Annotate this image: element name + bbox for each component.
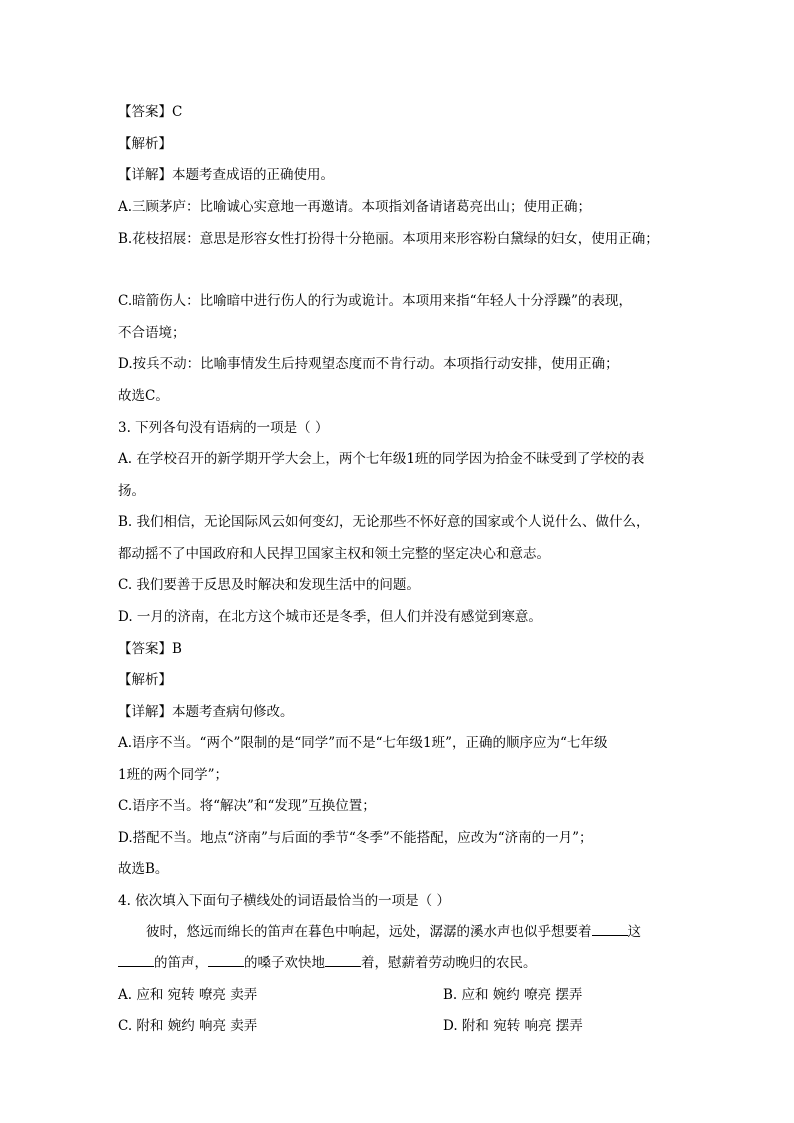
explanation-d: D.搭配不当。地点“济南”与后面的季节“冬季”不能搭配，应改为“济南的一月”；	[118, 830, 593, 846]
detail-label: 【详解】本题考查成语的正确使用。	[118, 167, 334, 183]
conclusion: 故选B。	[118, 861, 169, 877]
explanation-a: A.三顾茅庐：比喻诚心实意地一再邀请。本项指刘备请诸葛亮出山；使用正确；	[118, 199, 592, 215]
fill-blank	[325, 954, 361, 967]
explanation-a: A.语序不当。“两个”限制的是“同学”而不是“七年级1班”，正确的顺序应为“七年级	[118, 735, 608, 751]
passage-text: 着，慰薪着劳动晚归的农民。	[361, 955, 537, 971]
analysis-label: 【解析】	[118, 136, 172, 152]
fill-blank	[208, 954, 244, 967]
fill-blank	[118, 954, 154, 967]
explanation-a-cont: 1班的两个同学”；	[118, 767, 228, 783]
explanation-c: C.语序不当。将“解决”和“发现”互换位置；	[118, 798, 376, 814]
question-4-option-c: C. 附和 婉约 响亮 卖弄	[118, 1018, 258, 1034]
question-4-passage-line-2	[118, 954, 537, 972]
explanation-c-cont: 不合语境；	[118, 325, 186, 341]
explanation-b: B.花枝招展：意思是形容女性打扮得十分艳丽。本项用来形容粉白黛绿的妇女，使用正确；	[118, 231, 659, 247]
question-3-option-c: C. 我们要善于反思及时解决和发现生活中的问题。	[118, 577, 420, 593]
fill-blank	[592, 923, 628, 936]
passage-text: 的笛声，	[154, 955, 208, 971]
question-3-option-d: D. 一月的济南，在北方这个城市还是冬季，但人们并没有感觉到寒意。	[118, 609, 542, 625]
question-4-option-d: D. 附和 宛转 响亮 摆弄	[443, 1018, 583, 1034]
question-3-stem: 3. 下列各句没有语病的一项是（ ）	[118, 420, 329, 436]
passage-text: 的嗓子欢快地	[244, 955, 325, 971]
explanation-c: C.暗箭伤人：比喻暗中进行伤人的行为或诡计。本项用来指“年轻人十分浮躁”的表现，	[118, 293, 632, 309]
detail-label: 【详解】本题考查病句修改。	[118, 704, 294, 720]
explanation-d: D.按兵不动：比喻事情发生后持观望态度而不肯行动。本项指行动安排，使用正确；	[118, 356, 619, 372]
question-3-option-b: B. 我们相信，无论国际风云如何变幻，无论那些不怀好意的国家或个人说什么、做什么，	[118, 514, 650, 530]
question-3-option-a-cont: 扬。	[118, 483, 145, 499]
passage-text: 这	[627, 924, 641, 940]
question-4-option-a: A. 应和 宛转 嘹亮 卖弄	[118, 987, 258, 1003]
answer-label: 【答案】C	[118, 104, 183, 120]
question-3-option-a: A. 在学校召开的新学期开学大会上，两个七年级1班的同学因为拾金不昧受到了学校的表	[118, 451, 645, 467]
question-4-stem: 4. 依次填入下面句子横线处的词语最恰当的一项是（ ）	[118, 893, 450, 909]
analysis-label: 【解析】	[118, 672, 172, 688]
question-3-option-b-cont: 都动摇不了中国政府和人民捍卫国家主权和领土完整的坚定决心和意志。	[118, 546, 550, 562]
answer-label: 【答案】B	[118, 641, 182, 657]
conclusion: 故选C。	[118, 388, 169, 404]
question-4-option-b: B. 应和 婉约 嘹亮 摆弄	[443, 987, 583, 1003]
question-4-passage-line-1	[146, 923, 641, 941]
passage-text: 彼时，悠远而绵长的笛声在暮色中响起，远处，潺潺的溪水声也似乎想要着	[146, 924, 592, 940]
